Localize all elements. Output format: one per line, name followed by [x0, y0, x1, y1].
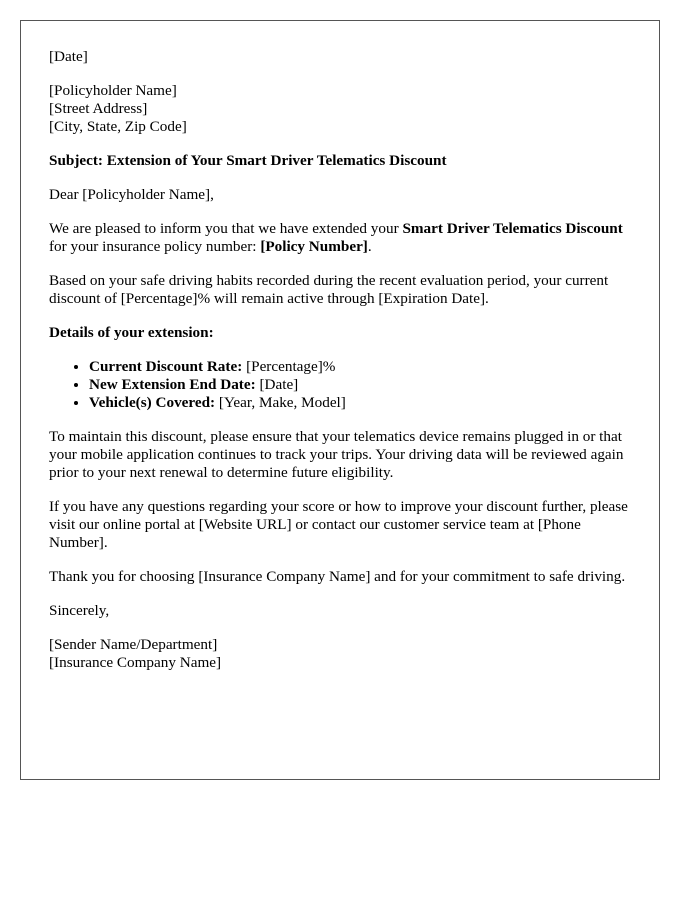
letter-date: [Date]	[49, 48, 88, 65]
detail-label: New Extension End Date:	[89, 376, 256, 393]
letter-closing: Sincerely,	[49, 602, 110, 619]
intro-paragraph	[49, 220, 631, 256]
signature-block	[49, 636, 631, 672]
recipient-address	[49, 82, 631, 136]
intro-text-1: We are pleased to inform you that we have extended your	[49, 220, 403, 237]
detail-item-end-date	[89, 376, 631, 394]
detail-label: Current Discount Rate:	[89, 358, 243, 375]
detail-item-discount-rate	[89, 358, 631, 376]
policy-number: [Policy Number]	[260, 238, 368, 255]
detail-item-vehicles	[89, 394, 631, 412]
program-name: Smart Driver Telematics Discount	[402, 220, 623, 237]
thanks-paragraph: Thank you for choosing [Insurance Company Name] and for your commitment to safe driving.	[49, 568, 626, 585]
maintain-paragraph: To maintain this discount, please ensure that your telematics device remains plugged in or that your mobile application continues to track your trips. Your driving data will be reviewed again prior to your next renewal to determine future eligibility.	[49, 428, 624, 481]
letter-salutation: Dear [Policyholder Name],	[49, 186, 214, 203]
details-heading: Details of your extension:	[49, 324, 214, 341]
intro-text-3: .	[367, 238, 372, 255]
letter-subject: Subject: Extension of Your Smart Driver Telematics Discount	[49, 152, 447, 169]
letter-page	[20, 20, 660, 780]
recipient-city-state-zip: [City, State, Zip Code]	[49, 118, 187, 135]
questions-paragraph: If you have any questions regarding your score or how to improve your discount further, please visit our online portal at [Website URL] or contact our customer service team at [Phone Number].	[49, 498, 628, 551]
detail-value: [Year, Make, Model]	[215, 394, 346, 411]
sender-name: [Sender Name/Department]	[49, 636, 218, 653]
detail-value: [Percentage]%	[242, 358, 336, 375]
recipient-street: [Street Address]	[49, 100, 148, 117]
detail-label: Vehicle(s) Covered:	[89, 394, 216, 411]
sender-company: [Insurance Company Name]	[49, 654, 222, 671]
recipient-name: [Policyholder Name]	[49, 82, 177, 99]
intro-text-2: for your insurance policy number:	[49, 238, 261, 255]
detail-value: [Date]	[255, 376, 299, 393]
discount-paragraph: Based on your safe driving habits recorded during the recent evaluation period, your current discount of [Percentage]% will remain active through [Expiration Date].	[49, 272, 609, 307]
details-list	[49, 358, 631, 412]
